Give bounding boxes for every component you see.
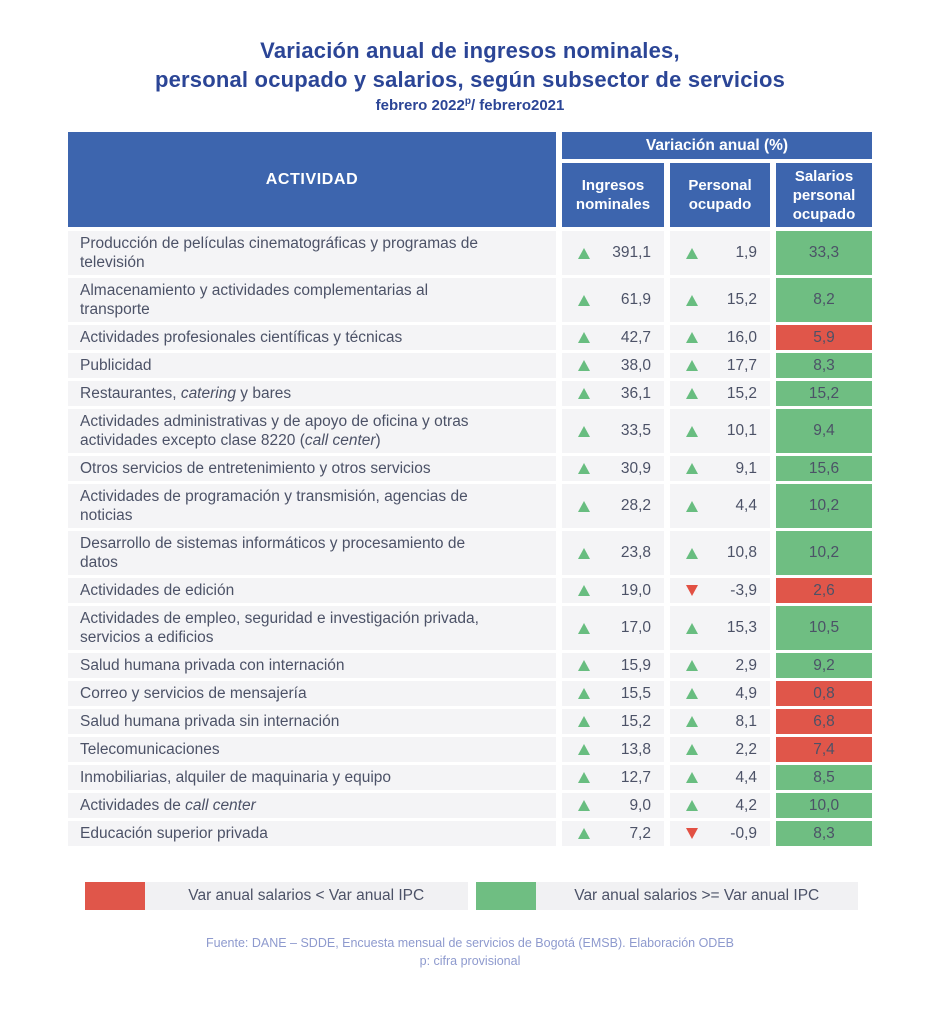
activity-cell <box>68 409 556 453</box>
legend-red-label: Var anual salarios < Var anual IPC <box>145 882 468 910</box>
table-row <box>68 409 872 453</box>
triangle-up-icon <box>578 800 590 811</box>
ingresos-cell <box>562 484 664 528</box>
personal-cell <box>670 653 770 678</box>
ingresos-value: 9,0 <box>629 796 651 814</box>
ingresos-value: 12,7 <box>620 768 651 786</box>
salarios-cell <box>776 531 872 575</box>
salarios-cell <box>776 325 872 350</box>
personal-value: 15,3 <box>726 619 757 636</box>
legend-green-label: Var anual salarios >= Var anual IPC <box>536 882 859 910</box>
personal-cell <box>670 278 770 322</box>
salarios-value: 5,9 <box>813 328 835 346</box>
triangle-up-icon <box>686 360 698 371</box>
activity-cell <box>68 653 556 678</box>
salarios-cell <box>776 653 872 678</box>
activity-label: Publicidad <box>80 357 152 374</box>
activity-cell <box>68 793 556 818</box>
ingresos-value: 23,8 <box>620 544 651 561</box>
legend-divider <box>468 882 476 910</box>
ingresos-value: 61,9 <box>620 291 651 308</box>
page-subtitle <box>0 96 940 114</box>
ingresos-cell <box>562 681 664 706</box>
ingresos-cell <box>562 381 664 406</box>
activity-cell <box>68 456 556 481</box>
activity-cell <box>68 381 556 406</box>
personal-cell <box>670 606 770 650</box>
personal-cell <box>670 737 770 762</box>
header-ingresos-nominales: Ingresos nominales <box>562 163 664 227</box>
personal-value: 8,1 <box>735 712 757 730</box>
personal-value: 4,9 <box>735 684 757 702</box>
personal-value: 1,9 <box>735 244 757 261</box>
table-row <box>68 606 872 650</box>
activity-cell <box>68 231 556 275</box>
triangle-up-icon <box>578 248 590 259</box>
triangle-up-icon <box>578 463 590 474</box>
triangle-up-icon <box>686 426 698 437</box>
activity-label: Correo y servicios de mensajería <box>80 685 307 702</box>
personal-value: 10,1 <box>726 422 757 439</box>
header-salarios-personal-ocupado: Salarios personal ocupado <box>776 163 872 227</box>
triangle-up-icon <box>686 463 698 474</box>
salarios-value: 10,0 <box>808 796 840 814</box>
activity-label: Producción de películas cinematográficas y programas de televisión <box>80 235 479 271</box>
page-title-line2: personal ocupado y salarios, según subsector de servicios <box>154 67 786 92</box>
salarios-value: 8,3 <box>813 356 835 374</box>
activity-label: Telecomunicaciones <box>80 741 220 758</box>
table-row <box>68 353 872 378</box>
table-row <box>68 737 872 762</box>
activity-cell <box>68 606 556 650</box>
personal-value: 4,4 <box>735 768 757 786</box>
triangle-up-icon <box>578 744 590 755</box>
activity-label: Restaurantes, catering y bares <box>80 385 292 402</box>
ingresos-cell <box>562 737 664 762</box>
triangle-up-icon <box>578 295 590 306</box>
activity-cell <box>68 821 556 846</box>
header-variacion-anual: Variación anual (%) <box>562 132 872 159</box>
variation-table <box>68 132 872 846</box>
ingresos-value: 15,2 <box>620 712 651 730</box>
ingresos-cell <box>562 709 664 734</box>
triangle-up-icon <box>686 388 698 399</box>
table-row <box>68 653 872 678</box>
activity-cell <box>68 765 556 790</box>
activity-cell <box>68 578 556 603</box>
ingresos-cell <box>562 653 664 678</box>
salarios-value: 6,8 <box>813 712 835 730</box>
ingresos-value: 19,0 <box>620 581 651 599</box>
triangle-up-icon <box>686 501 698 512</box>
personal-cell <box>670 578 770 603</box>
table-row <box>68 456 872 481</box>
salarios-value: 9,4 <box>813 422 835 439</box>
triangle-down-icon <box>686 828 698 839</box>
salarios-value: 2,6 <box>813 581 835 599</box>
table-body <box>68 231 872 846</box>
ingresos-value: 13,8 <box>620 740 651 758</box>
personal-cell <box>670 821 770 846</box>
ingresos-cell <box>562 409 664 453</box>
table-row <box>68 681 872 706</box>
activity-cell <box>68 531 556 575</box>
triangle-up-icon <box>578 332 590 343</box>
personal-value: 4,4 <box>735 497 757 514</box>
triangle-up-icon <box>578 688 590 699</box>
personal-value: -3,9 <box>730 581 757 599</box>
triangle-up-icon <box>686 716 698 727</box>
salarios-cell <box>776 821 872 846</box>
ingresos-cell <box>562 578 664 603</box>
salarios-cell <box>776 409 872 453</box>
salarios-cell <box>776 606 872 650</box>
triangle-up-icon <box>578 772 590 783</box>
title-block <box>0 0 940 114</box>
table-row <box>68 325 872 350</box>
ingresos-cell <box>562 821 664 846</box>
salarios-cell <box>776 709 872 734</box>
personal-value: 17,7 <box>726 356 757 374</box>
salarios-value: 8,2 <box>813 291 835 308</box>
activity-cell <box>68 709 556 734</box>
triangle-up-icon <box>686 772 698 783</box>
personal-value: 16,0 <box>726 328 757 346</box>
table-row <box>68 484 872 528</box>
ingresos-value: 17,0 <box>620 619 651 636</box>
salarios-value: 10,2 <box>808 497 840 514</box>
ingresos-value: 42,7 <box>620 328 651 346</box>
triangle-up-icon <box>578 623 590 634</box>
activity-label: Almacenamiento y actividades complementarias al transporte <box>80 282 429 318</box>
ingresos-cell <box>562 231 664 275</box>
activity-label: Educación superior privada <box>80 825 268 842</box>
triangle-up-icon <box>578 828 590 839</box>
personal-value: 4,2 <box>735 796 757 814</box>
salarios-cell <box>776 278 872 322</box>
personal-cell <box>670 353 770 378</box>
activity-label: Actividades de call center <box>80 797 256 814</box>
triangle-down-icon <box>686 585 698 596</box>
salarios-cell <box>776 793 872 818</box>
table-row <box>68 709 872 734</box>
salarios-value: 33,3 <box>808 244 840 261</box>
triangle-up-icon <box>686 744 698 755</box>
personal-value: 2,9 <box>735 656 757 674</box>
activity-cell <box>68 737 556 762</box>
salarios-value: 10,2 <box>808 544 840 561</box>
personal-cell <box>670 765 770 790</box>
salarios-cell <box>776 765 872 790</box>
salarios-value: 10,5 <box>808 619 840 636</box>
salarios-cell <box>776 681 872 706</box>
table-row <box>68 531 872 575</box>
personal-cell <box>670 325 770 350</box>
ingresos-value: 30,9 <box>620 459 651 477</box>
triangle-up-icon <box>578 426 590 437</box>
source-note: Fuente: DANE – SDDE, Encuesta mensual de servicios de Bogotá (EMSB). Elaboración ODEB <box>205 936 735 950</box>
triangle-up-icon <box>578 660 590 671</box>
salarios-cell <box>776 456 872 481</box>
salarios-value: 8,5 <box>813 768 835 786</box>
activity-cell <box>68 353 556 378</box>
ingresos-cell <box>562 606 664 650</box>
ingresos-value: 36,1 <box>620 384 651 402</box>
triangle-up-icon <box>578 716 590 727</box>
salarios-cell <box>776 737 872 762</box>
triangle-up-icon <box>686 623 698 634</box>
personal-cell <box>670 456 770 481</box>
table-row <box>68 278 872 322</box>
salarios-cell <box>776 578 872 603</box>
activity-label: Otros servicios de entretenimiento y otros servicios <box>80 460 431 477</box>
activity-label: Inmobiliarias, alquiler de maquinaria y equipo <box>80 769 392 786</box>
ingresos-value: 15,9 <box>620 656 651 674</box>
salarios-value: 8,3 <box>813 824 835 842</box>
personal-cell <box>670 793 770 818</box>
personal-value: 9,1 <box>735 459 757 477</box>
salarios-value: 15,2 <box>808 384 840 402</box>
salarios-value: 15,6 <box>808 459 840 477</box>
footer <box>0 934 940 970</box>
salarios-cell <box>776 484 872 528</box>
personal-cell <box>670 231 770 275</box>
subtitle-comparison: / febrero2021 <box>470 97 565 114</box>
table-row <box>68 578 872 603</box>
ingresos-value: 15,5 <box>620 684 651 702</box>
triangle-up-icon <box>578 548 590 559</box>
triangle-up-icon <box>578 388 590 399</box>
salarios-value: 0,8 <box>813 684 835 702</box>
table-row <box>68 231 872 275</box>
triangle-up-icon <box>686 332 698 343</box>
ingresos-value: 7,2 <box>629 824 651 842</box>
personal-cell <box>670 484 770 528</box>
triangle-up-icon <box>578 585 590 596</box>
personal-cell <box>670 381 770 406</box>
personal-cell <box>670 709 770 734</box>
activity-cell <box>68 484 556 528</box>
triangle-up-icon <box>686 800 698 811</box>
triangle-up-icon <box>578 360 590 371</box>
ingresos-cell <box>562 456 664 481</box>
ingresos-cell <box>562 325 664 350</box>
personal-cell <box>670 531 770 575</box>
activity-label: Actividades profesionales científicas y técnicas <box>80 329 403 346</box>
activity-label: Desarrollo de sistemas informáticos y procesamiento de datos <box>80 535 466 571</box>
ingresos-cell <box>562 793 664 818</box>
ingresos-value: 28,2 <box>620 497 651 514</box>
salarios-value: 7,4 <box>813 740 835 758</box>
legend-red-swatch <box>85 882 145 910</box>
personal-value: 15,2 <box>726 384 757 402</box>
ingresos-value: 38,0 <box>620 356 651 374</box>
header-personal-ocupado: Personal ocupado <box>670 163 770 227</box>
activity-cell <box>68 681 556 706</box>
personal-value: -0,9 <box>730 824 757 842</box>
provisional-note: p: cifra provisional <box>419 954 521 968</box>
legend <box>85 882 858 910</box>
salarios-value: 9,2 <box>813 656 835 674</box>
ingresos-cell <box>562 765 664 790</box>
triangle-up-icon <box>686 295 698 306</box>
triangle-up-icon <box>686 248 698 259</box>
ingresos-cell <box>562 353 664 378</box>
ingresos-cell <box>562 278 664 322</box>
activity-label: Actividades administrativas y de apoyo de oficina y otras actividades excepto clase 8220 (call center) <box>80 413 469 449</box>
activity-label: Salud humana privada sin internación <box>80 713 340 730</box>
table-row <box>68 821 872 846</box>
page-title-line1: Variación anual de ingresos nominales, <box>260 38 680 63</box>
activity-cell <box>68 325 556 350</box>
personal-value: 2,2 <box>735 740 757 758</box>
personal-cell <box>670 681 770 706</box>
activity-cell <box>68 278 556 322</box>
personal-cell <box>670 409 770 453</box>
personal-value: 15,2 <box>726 291 757 308</box>
activity-label: Actividades de programación y transmisión, agencias de noticias <box>80 488 468 524</box>
subtitle-period: febrero 2022 <box>375 97 465 114</box>
ingresos-value: 33,5 <box>620 422 651 439</box>
triangle-up-icon <box>578 501 590 512</box>
subtitle-provisional-mark: p <box>464 96 471 107</box>
table-row <box>68 765 872 790</box>
table-row <box>68 793 872 818</box>
activity-label: Actividades de edición <box>80 582 235 599</box>
ingresos-cell <box>562 531 664 575</box>
personal-value: 10,8 <box>726 544 757 561</box>
salarios-cell <box>776 381 872 406</box>
salarios-cell <box>776 231 872 275</box>
table-header <box>68 132 872 227</box>
table-row <box>68 381 872 406</box>
header-actividad: ACTIVIDAD <box>68 132 556 227</box>
triangle-up-icon <box>686 660 698 671</box>
activity-label: Actividades de empleo, seguridad e investigación privada, servicios a edificios <box>80 610 479 646</box>
triangle-up-icon <box>686 688 698 699</box>
triangle-up-icon <box>686 548 698 559</box>
activity-label: Salud humana privada con internación <box>80 657 345 674</box>
salarios-cell <box>776 353 872 378</box>
ingresos-value: 391,1 <box>612 244 651 261</box>
legend-green-swatch <box>476 882 536 910</box>
